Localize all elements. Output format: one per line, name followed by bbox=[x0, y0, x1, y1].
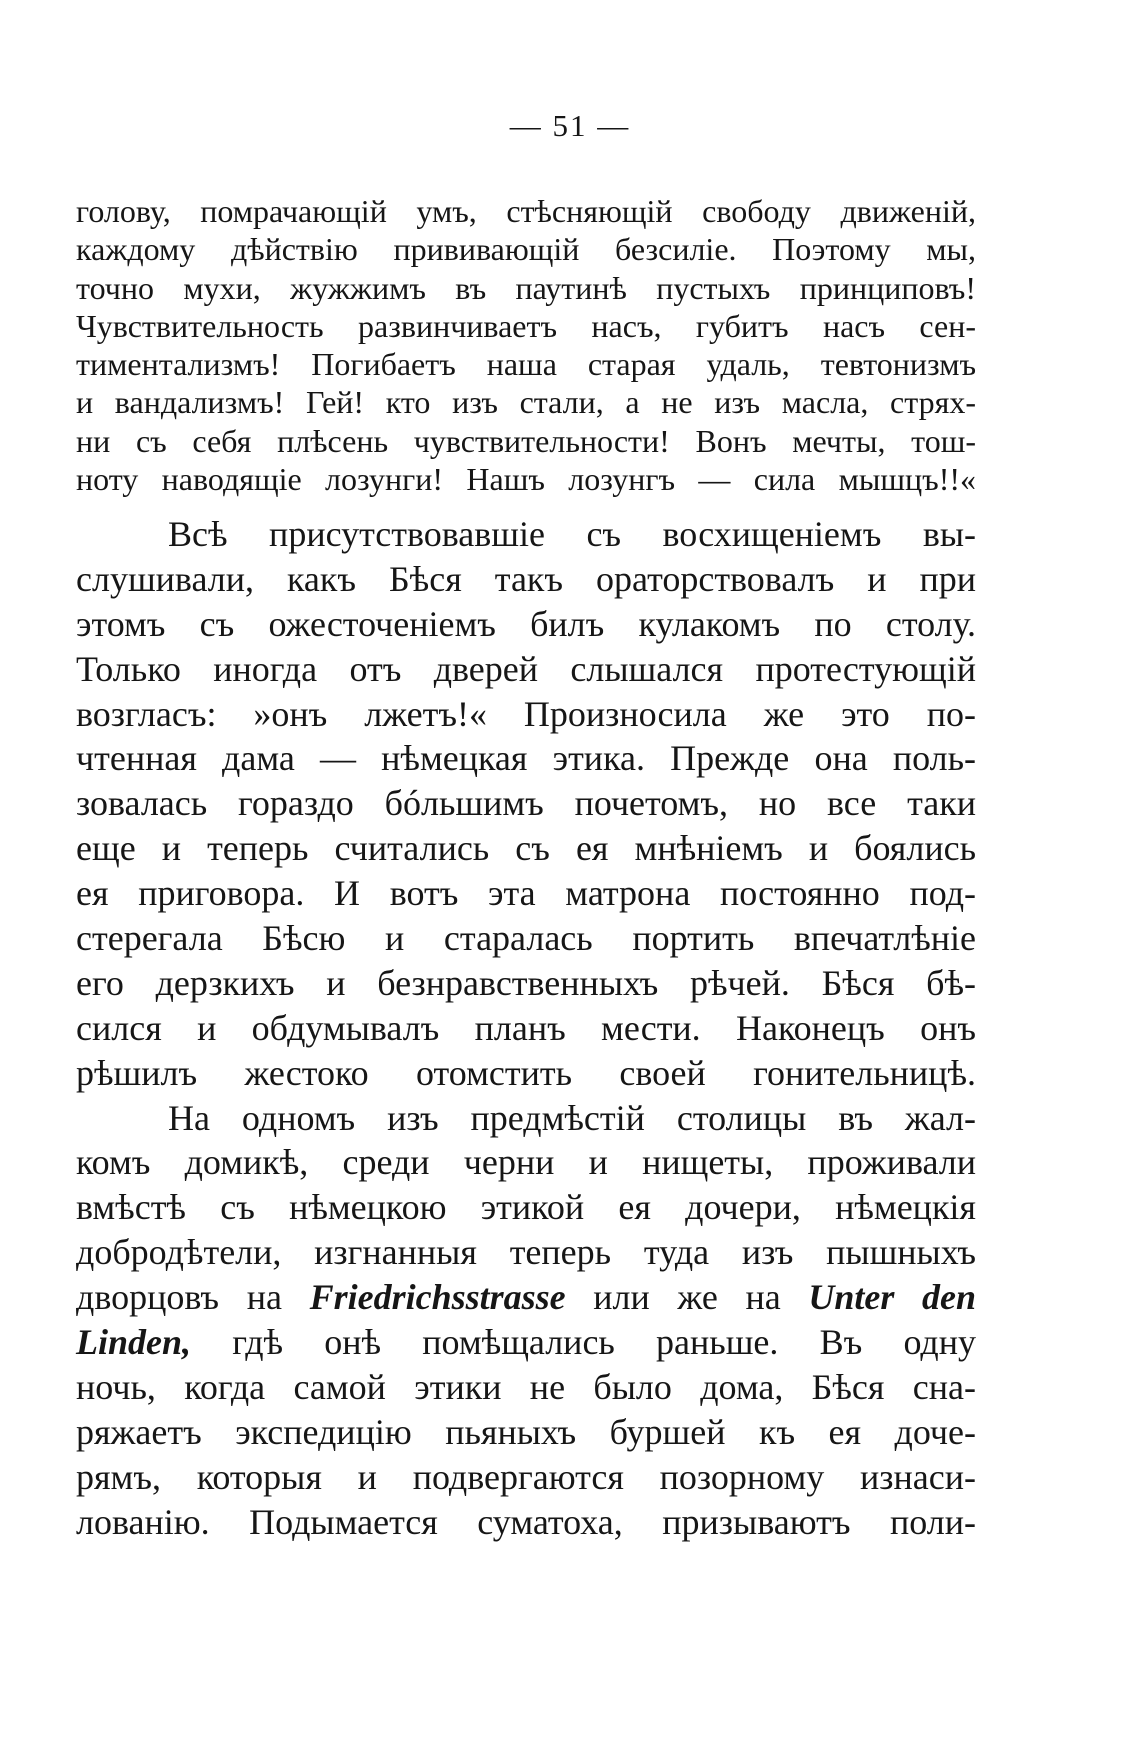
text-line: его дерзкихъ и безнравственныхъ рѣчей. Бѣся бѣ- bbox=[76, 962, 976, 1003]
street-name-italic: Friedrichsstrasse bbox=[309, 1277, 566, 1318]
text-line: ноту наводящіе лозунги! Нашъ лозунгъ — сила мышцъ!!« bbox=[76, 461, 976, 498]
paragraph-2 bbox=[76, 1096, 976, 1545]
paragraph-1 bbox=[76, 512, 976, 1096]
text-run: или же на bbox=[565, 1277, 809, 1318]
text-line: чтенная дама — нѣмецкая этика. Прежде она поль- bbox=[76, 738, 976, 779]
text-line: ея приговора. И вотъ эта матрона постоянно под- bbox=[76, 873, 976, 914]
street-name-italic: Unter den bbox=[808, 1277, 976, 1318]
text-line: слушивали, какъ Бѣся такъ ораторствовалъ и при bbox=[76, 558, 976, 599]
text-line: комъ домикѣ, среди черни и нищеты, проживали bbox=[76, 1142, 976, 1183]
text-line: стерегала Бѣсю и старалась портить впечатлѣніе bbox=[76, 918, 976, 959]
text-line: зовалась гораздо бóльшимъ почетомъ, но все таки bbox=[76, 783, 976, 824]
text-line: рямъ, которыя и подвергаются позорному изнаси- bbox=[76, 1456, 976, 1497]
text-line: и вандализмъ! Гей! кто изъ стали, а не изъ масла, стрях- bbox=[76, 384, 976, 421]
text-line: На одномъ изъ предмѣстій столицы въ жал- bbox=[168, 1097, 976, 1138]
text-line: ни съ себя плѣсень чувствительности! Вонъ мечты, тош- bbox=[76, 422, 976, 459]
text-run: дворцовъ на bbox=[76, 1277, 310, 1318]
text-line: сился и обдумывалъ планъ мести. Наконецъ онъ bbox=[76, 1007, 976, 1048]
text-line-mixed bbox=[76, 1275, 976, 1320]
text-line: тиментализмъ! Погибаетъ наша старая удаль, тевтонизмъ bbox=[76, 346, 976, 383]
text-line: ряжаетъ экспедицію пьяныхъ буршей къ ея доче- bbox=[76, 1411, 976, 1452]
text-line: Всѣ присутствовавшіе съ восхищеніемъ вы- bbox=[168, 514, 976, 554]
text-line: каждому дѣйствію прививающій безсиліе. Поэтому мы, bbox=[76, 231, 976, 268]
text-line: голову, помрачающій умъ, стѣсняющій свободу движеній, bbox=[76, 193, 976, 229]
text-line: этомъ съ ожесточеніемъ билъ кулакомъ по столу. bbox=[76, 603, 976, 644]
text-line: лованію. Подымается суматоха, призываютъ поли- bbox=[76, 1501, 976, 1542]
street-name-italic: Linden, bbox=[76, 1322, 192, 1363]
text-line: рѣшилъ жестоко отомстить своей гонительницѣ. bbox=[76, 1052, 976, 1093]
text-run: гдѣ онѣ помѣщались раньше. Въ одну bbox=[191, 1322, 976, 1363]
text-line: ночь, когда самой этики не было дома, Бѣся сна- bbox=[76, 1366, 976, 1407]
quote-passage bbox=[76, 192, 976, 498]
body-text bbox=[76, 512, 976, 1544]
text-line: точно мухи, жужжимъ въ паутинѣ пустыхъ принциповъ! bbox=[76, 269, 976, 306]
text-line: добродѣтели, изгнанныя теперь туда изъ пышныхъ bbox=[76, 1232, 976, 1273]
text-line: еще и теперь считались съ ея мнѣніемъ и боялись bbox=[76, 828, 976, 869]
page-number: — 51 — bbox=[509, 108, 631, 143]
text-line: вмѣстѣ съ нѣмецкою этикой ея дочери, нѣмецкія bbox=[76, 1187, 976, 1228]
text-line: Чувствительность развинчиваетъ насъ, губитъ насъ сен- bbox=[76, 307, 976, 344]
text-line-mixed bbox=[76, 1320, 976, 1365]
text-line: Только иногда отъ дверей слышался протестующій bbox=[76, 648, 976, 689]
text-line: возгласъ: »онъ лжетъ!« Произносила же это по- bbox=[76, 693, 976, 734]
